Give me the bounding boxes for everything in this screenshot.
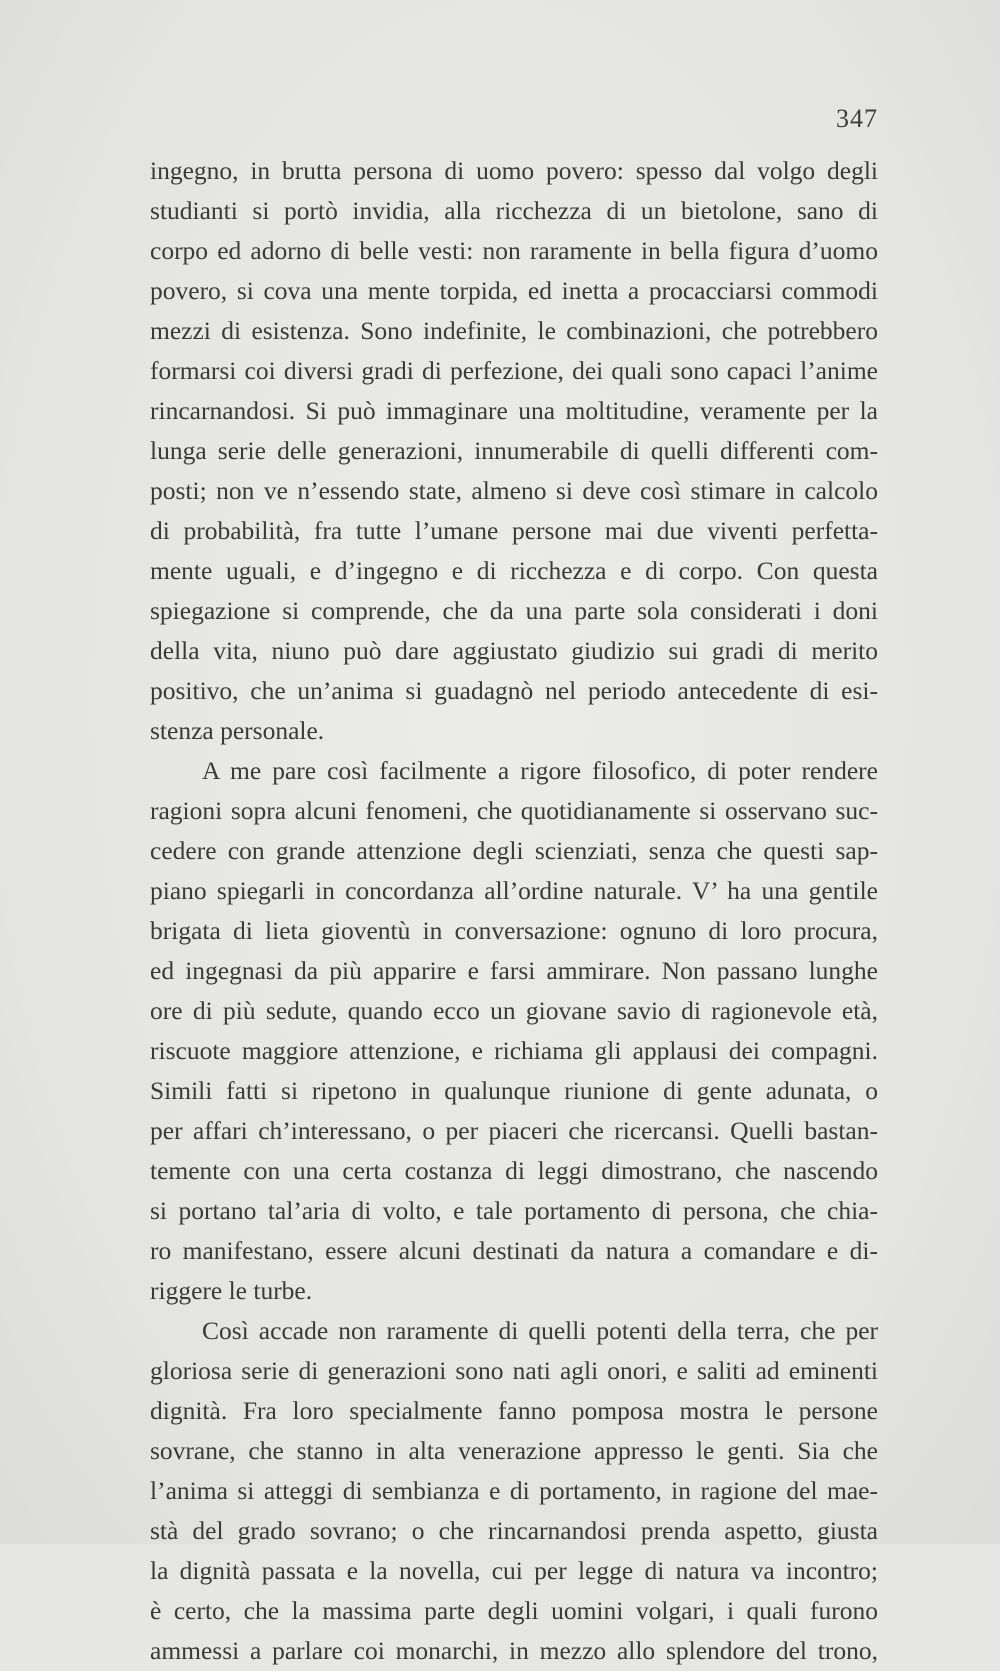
text-line: di probabilità, fra tutte l’umane persone mai due viventi perfetta- [150, 516, 878, 545]
text-line: brigata di lieta gioventù in conversazione: ognuno di loro procura, [150, 916, 878, 945]
text-line: Simili fatti si ripetono in qualunque riunione di gente adunata, o [150, 1076, 878, 1105]
text-line: ed ingegnasi da più apparire e farsi ammirare. Non passano lunghe [150, 956, 878, 985]
text-line: stà del grado sovrano; o che rincarnandosi prenda aspetto, giusta [150, 1516, 878, 1545]
text-line: formarsi coi diversi gradi di perfezione, dei quali sono capaci l’anime [150, 356, 878, 385]
text-line: ingegno, in brutta persona di uomo povero: spesso dal volgo degli [150, 156, 878, 185]
text-line: Così accade non raramente di quelli potenti della terra, che per [202, 1316, 878, 1345]
text-line: studianti si portò invidia, alla ricchezza di un bietolone, sano di [150, 196, 878, 225]
text-line: corpo ed adorno di belle vesti: non raramente in bella figura d’uomo [150, 236, 878, 265]
text-line: stenza personale. [150, 716, 325, 745]
text-line: positivo, che un’anima si guadagnò nel periodo antecedente di esi- [150, 676, 878, 705]
text-line: spiegazione si comprende, che da una parte sola considerati i doni [150, 596, 878, 625]
body-text [150, 151, 878, 1671]
text-line: riggere le turbe. [150, 1276, 313, 1305]
text-line: gloriosa serie di generazioni sono nati agli onori, e saliti ad eminenti [150, 1356, 878, 1385]
text-line: mente uguali, e d’ingegno e di ricchezza e di corpo. Con questa [150, 556, 878, 585]
text-line: temente con una certa costanza di leggi dimostrano, che nascendo [150, 1156, 878, 1185]
text-line: lunga serie delle generazioni, innumerabile di quelli differenti com- [150, 436, 878, 465]
text-line: dignità. Fra loro specialmente fanno pomposa mostra le persone [150, 1396, 878, 1425]
text-line: A me pare così facilmente a rigore filosofico, di poter rendere [202, 756, 878, 785]
text-line: mezzi di esistenza. Sono indefinite, le combinazioni, che potrebbero [150, 316, 878, 345]
text-line: sovrane, che stanno in alta venerazione appresso le genti. Sia che [150, 1436, 878, 1465]
text-line: della vita, niuno può dare aggiustato giudizio sui gradi di merito [150, 636, 878, 665]
text-line: si portano tal’aria di volto, e tale portamento di persona, che chia- [150, 1196, 878, 1225]
text-line: per affari ch’interessano, o per piaceri che ricercansi. Quelli bastan- [150, 1116, 878, 1145]
text-line: rincarnandosi. Si può immaginare una moltitudine, veramente per la [150, 396, 878, 425]
text-line: riscuote maggiore attenzione, e richiama gli applausi dei compagni. [150, 1036, 878, 1065]
text-line: è certo, che la massima parte degli uomini volgari, i quali furono [150, 1596, 878, 1625]
text-line: ragioni sopra alcuni fenomeni, che quotidianamente si osservano suc- [150, 796, 878, 825]
text-line: povero, si cova una mente torpida, ed inetta a procacciarsi commodi [150, 276, 878, 305]
text-line: l’anima si atteggi di sembianza e di portamento, in ragione del mae- [150, 1476, 878, 1505]
page-number: 347 [836, 104, 878, 133]
text-line: ammessi a parlare coi monarchi, in mezzo allo splendore del trono, [150, 1636, 878, 1665]
text-line: la dignità passata e la novella, cui per legge di natura va incontro; [150, 1556, 878, 1585]
text-line: ro manifestano, essere alcuni destinati da natura a comandare e di- [150, 1236, 878, 1265]
text-line: piano spiegarli in concordanza all’ordine naturale. V’ ha una gentile [150, 876, 878, 905]
text-line: posti; non ve n’essendo state, almeno si deve così stimare in calcolo [150, 476, 878, 505]
text-line: ore di più sedute, quando ecco un giovane savio di ragionevole età, [150, 996, 878, 1025]
text-line: cedere con grande attenzione degli scienziati, senza che questi sap- [150, 836, 878, 865]
